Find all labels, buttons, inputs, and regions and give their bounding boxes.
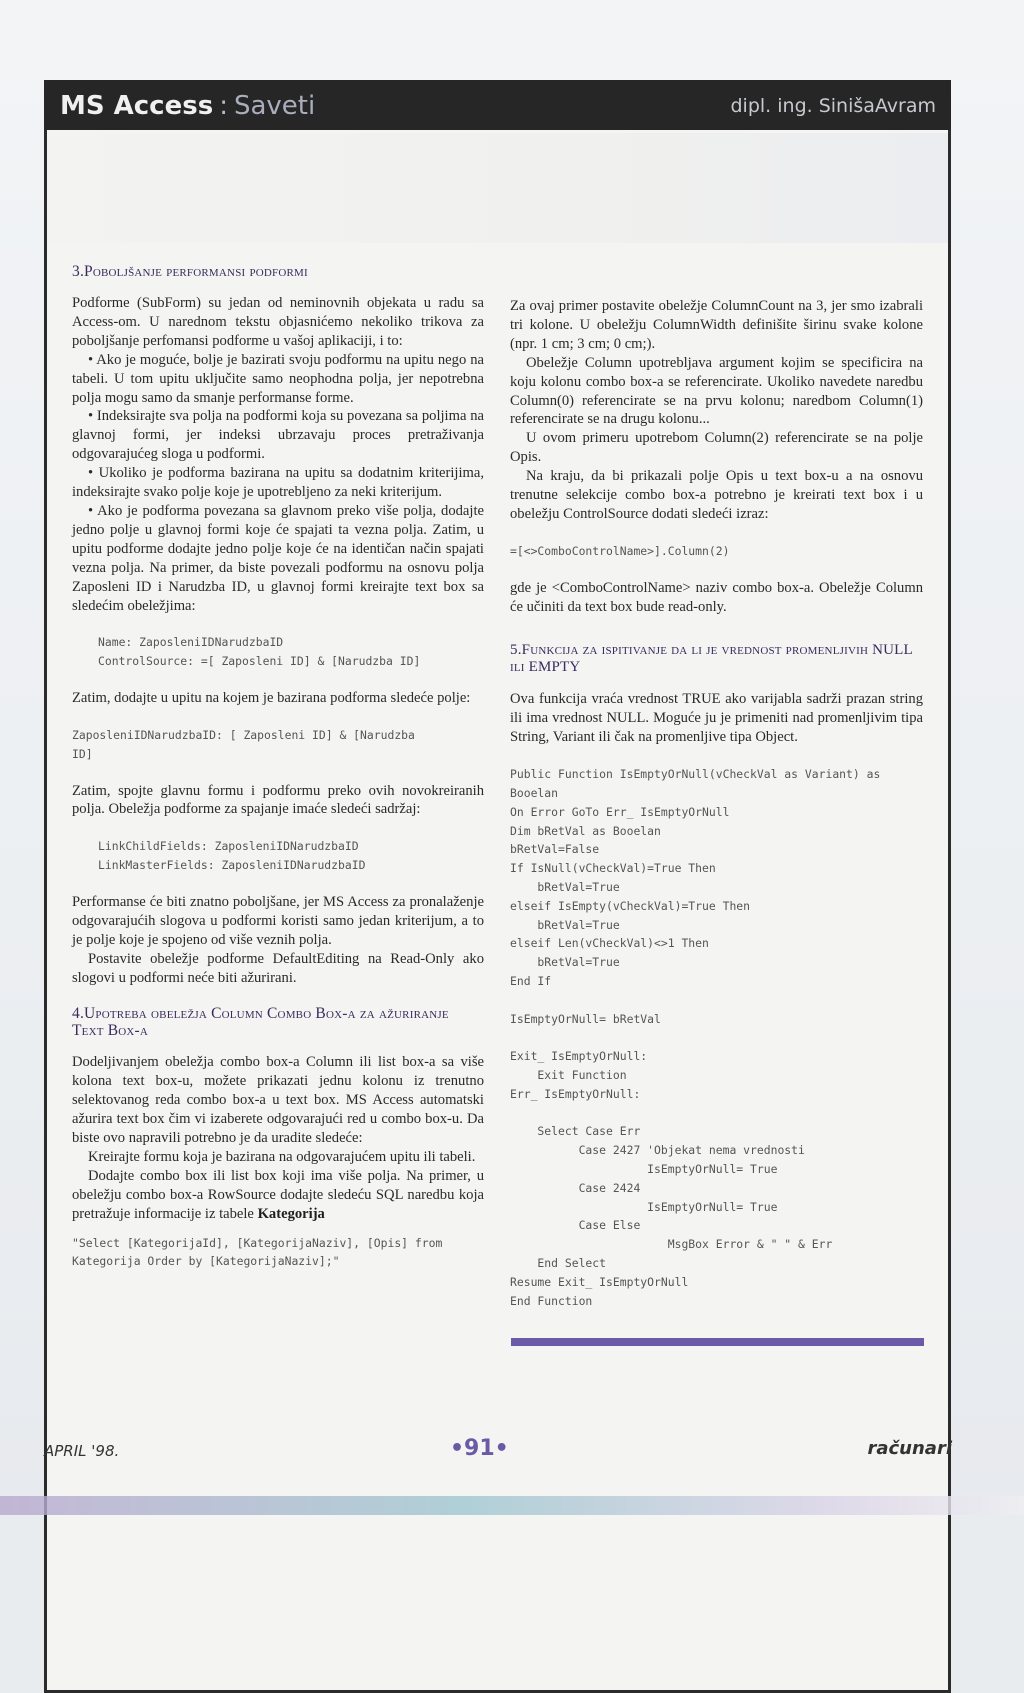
section-3-paragraph-4: Performanse će biti znatno poboljšane, jer MS Access za pronalaženje odgovarajućih slogova u podformi koristi samo jedan kriterijum, a to je polje koje je spojeno od više veznih polja. [72, 893, 484, 948]
spacer [72, 1224, 484, 1234]
spacer [72, 764, 484, 782]
ghost-strip [47, 133, 948, 243]
section-3-bullet-1: • Ako je moguće, bolje je bazirati svoju podformu na upitu nego na tabeli. U tom upitu uključite samo neophodna polja, jer nepotrebna polja mogu samo da smanje performanse forme. [72, 351, 484, 406]
code-sql-rowsource: "Select [KategorijaId], [KategorijaNaziv], [Opis] from Kategorija Order by [KategorijaNaziv];" [72, 1235, 443, 1269]
section-4-heading: 4.Upotreba obeležja Column Combo Box-a za ažuriranje Text Box-a [72, 1005, 449, 1040]
footer-date: APRIL '98. [44, 1442, 120, 1460]
header-author: dipl. ing. SinišaAvram [730, 95, 936, 117]
header-subtitle: Saveti [233, 91, 316, 121]
section-3-paragraph-2: Zatim, dodajte u upitu na kojem je bazirana podforma sledeće polje: [72, 690, 471, 706]
footer-page-number: •91• [450, 1436, 509, 1461]
section-3-intro: Podforme (SubForm) su jedan od neminovnih objekata u radu sa Access-om. U narednom tekstu objasnićemo nekoliko trikova za poboljšanje perfomansi podforme u vašoj aplikaciji, i to: [72, 295, 484, 349]
code-link-fields: LinkChildFields: ZaposleniIDNarudzbaID LinkMasterFields: ZaposleniIDNarudzbaID [98, 839, 366, 873]
spacer [510, 524, 923, 542]
section-3-bullet-4: • Ako je podforma povezana sa glavnom preko više polja, dodajte jedno polje u glavnoj formi koje će spajati ta vezna polja. Zatim, u upitu podforme dodajte jedno polje koje će na identičan način spajati vezna polja. Na primer, da biste povezali podformu na osnovu polja Zaposleni ID i Narudzba ID, u glavnoj formi kreirajte text box sa sledećim obeležjima: [72, 502, 484, 614]
footer-brand: računari [867, 1438, 952, 1459]
section-4-right-paragraph-2: Obeležje Column upotrebljava argument kojim se specificira na koju kolonu combo box-a se referencirate. Ukoliko navedete naredbu Column(0) referencirate se na prvu kolonu; naredbom Column(1) referencirate se na drugu kolonu... [510, 354, 923, 428]
section-3-heading: 3.Poboljšanje performansi podformi [72, 263, 308, 280]
section-4-paragraph-1: Dodeljivanjem obeležja combo box-a Column ili list box-a sa više kolona text box-u, možete prikazati jednu kolonu iz trenutno selektovanog reda combo box-a u text box. MS Access automatski ažurira text box čim vi izaberete odgovarajući red u combo box-u. Da biste ovo napravili potrebno je da uradite sledeće: [72, 1054, 484, 1147]
spacer [72, 819, 484, 837]
section-3-paragraph-3: Zatim, spojte glavnu formu i podformu preko ovih novokreiranih polja. Obeležja podforme za spajanje imaće sledeći sadržaj: [72, 782, 484, 818]
code-isemptyornull-function: Public Function IsEmptyOrNull(vCheckVal as Variant) as Booelan On Error GoTo Err_ IsEmptyOrNull Dim bRetVal as Booelan bRetVal=False If IsNull(vCheckVal)=True Then bRetVal=True elseif IsEmpty(vCheckVal)=True Then bRetVal=True elseif Len(vCheckVal)<>1 Then bRetVal=True End If IsEmptyOrNull= bRetVal Exit_ IsEmptyOrNull: Exit Function Err_ IsEmptyOrNull: Select Case Err Case 2427 'Objekat nema vrednosti IsEmptyOrNull= True Case 2424 IsEmptyOrNull= True Case Else MsgBox Error & " " & Err End Select Resume Exit_ IsEmptyOrNull End Function [510, 767, 881, 1308]
spacer [510, 747, 923, 765]
code-query-field: ZaposleniIDNarudzbaID: [ Zaposleni ID] & [Narudzba ID] [72, 727, 415, 761]
section-4-paragraph-3 [72, 1167, 484, 1224]
header-title [60, 86, 315, 126]
section-4-right-paragraph-4: Na kraju, da bi prikazali polje Opis u text box-u a na osnovu trenutne selekcije combo box-a potrebno je kreirati text box i u obeležju ControlSource dodati sledeći izraz: [510, 468, 923, 522]
bottom-color-stripe [0, 1496, 1024, 1515]
section-4-paragraph-3-text: Dodajte combo box ili list box koji ima više polja. Na primer, u obeležju combo box-a RowSource dodajte sledeću SQL naredbu koja pretražuje informacije iz tabele [72, 1167, 484, 1222]
code-control-source: =[<>ComboControlName>].Column(2) [510, 543, 730, 558]
section-3-paragraph-5: Postavite obeležje podforme DefaultEditing na Read-Only ako slogovi u podformi neće biti ažurirani. [72, 950, 484, 986]
section-4-right-paragraph-1: Za ovaj primer postavite obeležje ColumnCount na 3, jer smo izabrali tri kolone. U obeležju ColumnWidth definišite širinu svake kolone (npr. 1 cm; 3 cm; 0 cm;). [510, 298, 923, 352]
left-column [72, 263, 484, 1271]
spacer [72, 708, 484, 726]
spacer [72, 615, 484, 633]
section-4-right-paragraph-3: U ovom primeru upotrebom Column(2) referencirate se na polje Opis. [510, 430, 923, 466]
section-4-paragraph-2: Kreirajte formu koja je bazirana na odgovarajućem upitu ili tabeli. [88, 1148, 476, 1165]
section-3-bullet-2: • Indeksirajte sva polja na podformi koja su povezana sa poljima na glavnoj formi, jer indeksi ubrzavaju proces pretraživanja odgovarajućeg sloga u podformi. [72, 408, 484, 463]
section-3-bullet-3: • Ukoliko je podforma bazirana na upitu sa dodatnim kriterijima, indeksirajte svako polje koje je upotrebljeno za neki kriterijum. [72, 465, 484, 501]
section-end-rule [511, 1338, 924, 1346]
spacer [72, 671, 484, 689]
spacer [72, 987, 484, 1005]
right-column [510, 297, 923, 1310]
code-textbox-properties: Name: ZaposleniIDNarudzbaID ControlSource: =[ Zaposleni ID] & [Narudzba ID] [98, 635, 421, 669]
header-separator: : [219, 91, 228, 121]
spacer [72, 875, 484, 893]
section-4-right-paragraph-5: gde je <ComboControlName> naziv combo box-a. Obeležje Column će učiniti da text box bude read-only. [510, 579, 923, 615]
spacer [510, 561, 923, 579]
section-5-paragraph-1: Ova funkcija vraća vrednost TRUE ako varijabla sadrži prazan string ili ima vrednost NULL. Moguće ju je primeniti nad promenljivim tipa String, Variant ili čak na promenljive tipa Object. [510, 691, 923, 746]
header-title-main: MS Access [60, 91, 214, 121]
section-5-heading: 5.Funkcija za ispitivanje da li je vrednost promenljivih NULL ili EMPTY [510, 642, 913, 676]
spacer [510, 616, 923, 642]
table-name-kategorija: Kategorija [257, 1205, 325, 1222]
